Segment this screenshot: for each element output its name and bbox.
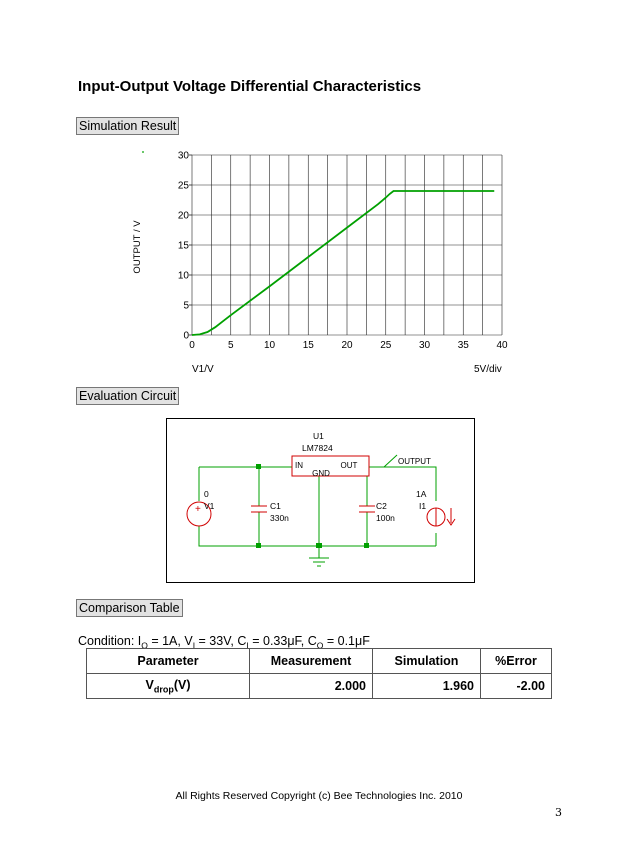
cell-simulation: 1.960 [373,674,481,699]
evaluation-circuit-diagram [166,418,476,584]
cell-measurement: 2.000 [250,674,373,699]
series-line [192,191,494,335]
cell-error: -2.00 [481,674,552,699]
output-net-label: OUTPUT [398,457,431,466]
c2-ref: C2 [376,501,387,511]
header-simulation: Simulation [373,649,481,674]
section-simulation-result: Simulation Result [76,117,179,135]
i1-ref: I1 [419,501,427,511]
i1-value: 1A [416,489,427,499]
footer-copyright: All Rights Reserved Copyright (c) Bee Technologies Inc. 2010 [175,790,463,802]
x-tick-labels [189,340,508,351]
u1-ref: U1 [313,431,324,441]
v1-ref: V1 [204,501,215,511]
y-tick-label: 15 [177,240,189,252]
pin-out: OUT [340,461,358,470]
y-tick-label: 20 [177,210,189,222]
x-tick-label: 0 [189,340,195,351]
section-evaluation-circuit: Evaluation Circuit [76,387,179,405]
chart-series [192,191,494,335]
header-error: %Error [481,649,552,674]
c2-value: 100n [376,513,395,523]
y-tick-labels [178,151,192,342]
x-tick-label: 25 [380,340,392,351]
x-tick-label: 5 [227,340,234,351]
pin-in: IN [295,461,303,470]
condition-line: Condition: $I_O = 1A$, $V_I = 33V$, $C_I = 0.33\mu F$, $C_O = 0.1\mu F$ [78,634,370,651]
c1-value: 330n [270,513,289,523]
y-tick-label: 25 [177,180,189,192]
page-number: 3 [555,806,562,819]
u1-part: LM7824 [302,443,333,453]
y-tick-label: 0 [183,330,189,342]
current-source-i1 [427,508,455,526]
legend-dot [142,151,144,153]
x-tick-label: 10 [263,340,276,351]
y-tick-label: 30 [177,150,189,162]
y-tick-label: 10 [177,270,189,282]
x-scale-note: 5V/div [474,364,502,375]
y-tick-label: 5 [183,300,189,312]
ground-symbol [309,558,329,566]
plus-sign: + [195,504,201,515]
y-axis-label: OUTPUT / V [132,220,143,274]
x-axis-label: V1/V [192,364,214,375]
output-voltage-chart [132,140,520,380]
v1-value: 0 [204,489,209,499]
pin-gnd: GND [312,469,330,478]
capacitor-c1 [251,506,267,512]
page-title: Input-Output Voltage Differential Characteristics [78,78,422,95]
x-tick-label: 30 [418,340,431,351]
table-row [87,674,552,699]
header-parameter: Parameter [87,649,250,674]
comparison-table [86,648,552,699]
c1-ref: C1 [270,501,281,511]
header-measurement: Measurement [250,649,373,674]
x-tick-label: 35 [457,340,469,351]
cell-parameter: $V_{drop}(V)$ [87,674,250,699]
x-tick-label: 40 [496,340,508,351]
x-tick-label: 20 [341,340,353,351]
x-tick-label: 15 [302,340,314,351]
chart-grid [192,155,502,335]
table-header-row [87,649,552,674]
section-comparison-table: Comparison Table [76,599,183,617]
capacitor-c2 [359,506,375,512]
